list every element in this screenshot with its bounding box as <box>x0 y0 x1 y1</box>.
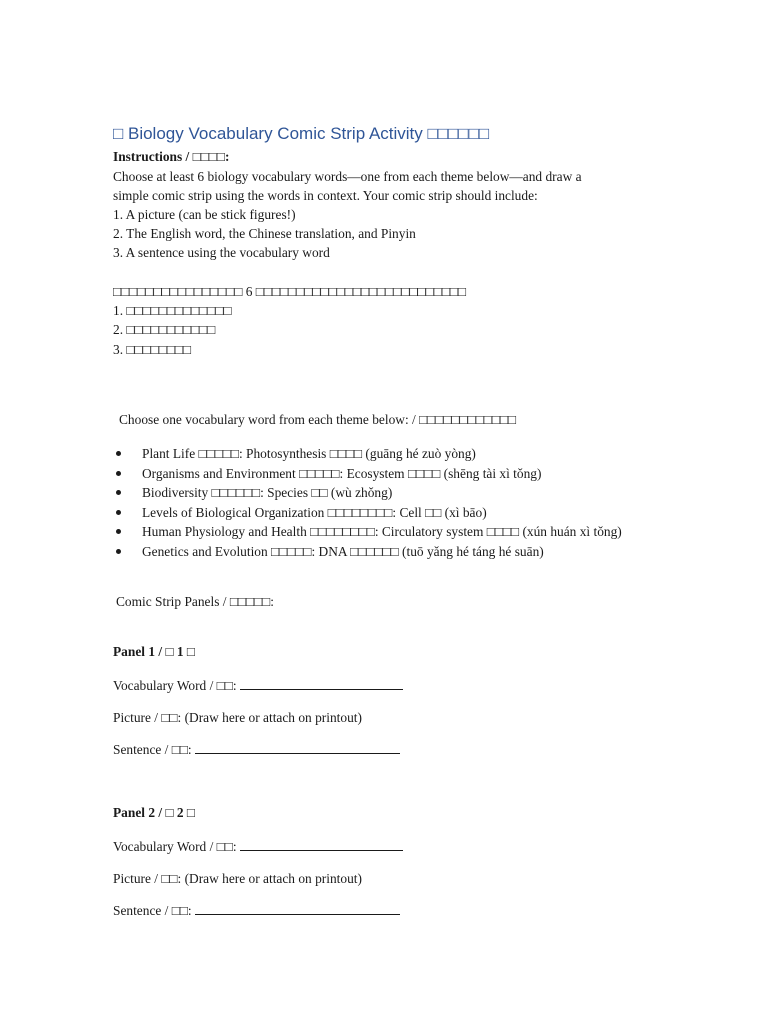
panel-1-vocab-row <box>113 677 403 695</box>
panel-1-heading: Panel 1 / □ 1 □ <box>113 644 196 659</box>
english-instruction-line: simple comic strip using the words in context. Your comic strip should include: <box>113 188 538 203</box>
panel-2-vocab-row <box>113 838 403 856</box>
sentence-label: Sentence / □□: <box>113 742 195 757</box>
english-instruction-line: Choose at least 6 biology vocabulary words—one from each theme below—and draw a <box>113 169 582 184</box>
document-title: □ Biology Vocabulary Comic Strip Activity □□□□□□ <box>113 124 490 143</box>
theme-list <box>113 444 622 561</box>
chinese-instruction-line: □□□□□□□□□□□□□□□□ 6 □□□□□□□□□□□□□□□□□□□□□□□□□□ <box>113 284 467 299</box>
theme-list-item: Biodiversity □□□□□□: Species □□ (wù zhǒng) <box>113 483 622 503</box>
sentence-blank-line[interactable] <box>195 741 400 754</box>
theme-list-item: Human Physiology and Health □□□□□□□□: Circulatory system □□□□ (xún huán xì tǒng) <box>113 522 622 542</box>
english-instruction-line: 1. A picture (can be stick figures!) <box>113 207 296 222</box>
english-instruction-line: 3. A sentence using the vocabulary word <box>113 245 330 260</box>
chinese-instruction-line: 1. □□□□□□□□□□□□□ <box>113 303 232 318</box>
theme-list-item: Genetics and Evolution □□□□□: DNA □□□□□□ (tuō yǎng hé táng hé suān) <box>113 542 622 562</box>
vocab-label: Vocabulary Word / □□: <box>113 839 240 854</box>
vocab-label: Vocabulary Word / □□: <box>113 678 240 693</box>
theme-list-item: Levels of Biological Organization □□□□□□□□: Cell □□ (xì bāo) <box>113 503 622 523</box>
panel-1-picture-label: Picture / □□: (Draw here or attach on printout) <box>113 710 362 725</box>
theme-list-item: Plant Life □□□□□: Photosynthesis □□□□ (guāng hé zuò yòng) <box>113 444 622 464</box>
panel-2-picture-label: Picture / □□: (Draw here or attach on printout) <box>113 871 362 886</box>
english-instruction-line: 2. The English word, the Chinese translation, and Pinyin <box>113 226 416 241</box>
sentence-blank-line[interactable] <box>195 902 400 915</box>
sentence-label: Sentence / □□: <box>113 903 195 918</box>
vocab-blank-line[interactable] <box>240 677 403 690</box>
vocab-blank-line[interactable] <box>240 838 403 851</box>
panel-2-heading: Panel 2 / □ 2 □ <box>113 805 196 820</box>
theme-list-item: Organisms and Environment □□□□□: Ecosystem □□□□ (shēng tài xì tǒng) <box>113 464 622 484</box>
instructions-heading: Instructions / □□□□: <box>113 149 230 164</box>
chinese-instruction-line: 3. □□□□□□□□ <box>113 342 192 357</box>
panels-heading: Comic Strip Panels / □□□□□: <box>116 594 274 609</box>
chinese-instruction-line: 2. □□□□□□□□□□□ <box>113 322 216 337</box>
choose-theme-prompt: Choose one vocabulary word from each theme below: / □□□□□□□□□□□□ <box>119 412 517 427</box>
panel-1-sentence-row <box>113 741 400 759</box>
panel-2-sentence-row <box>113 902 400 920</box>
